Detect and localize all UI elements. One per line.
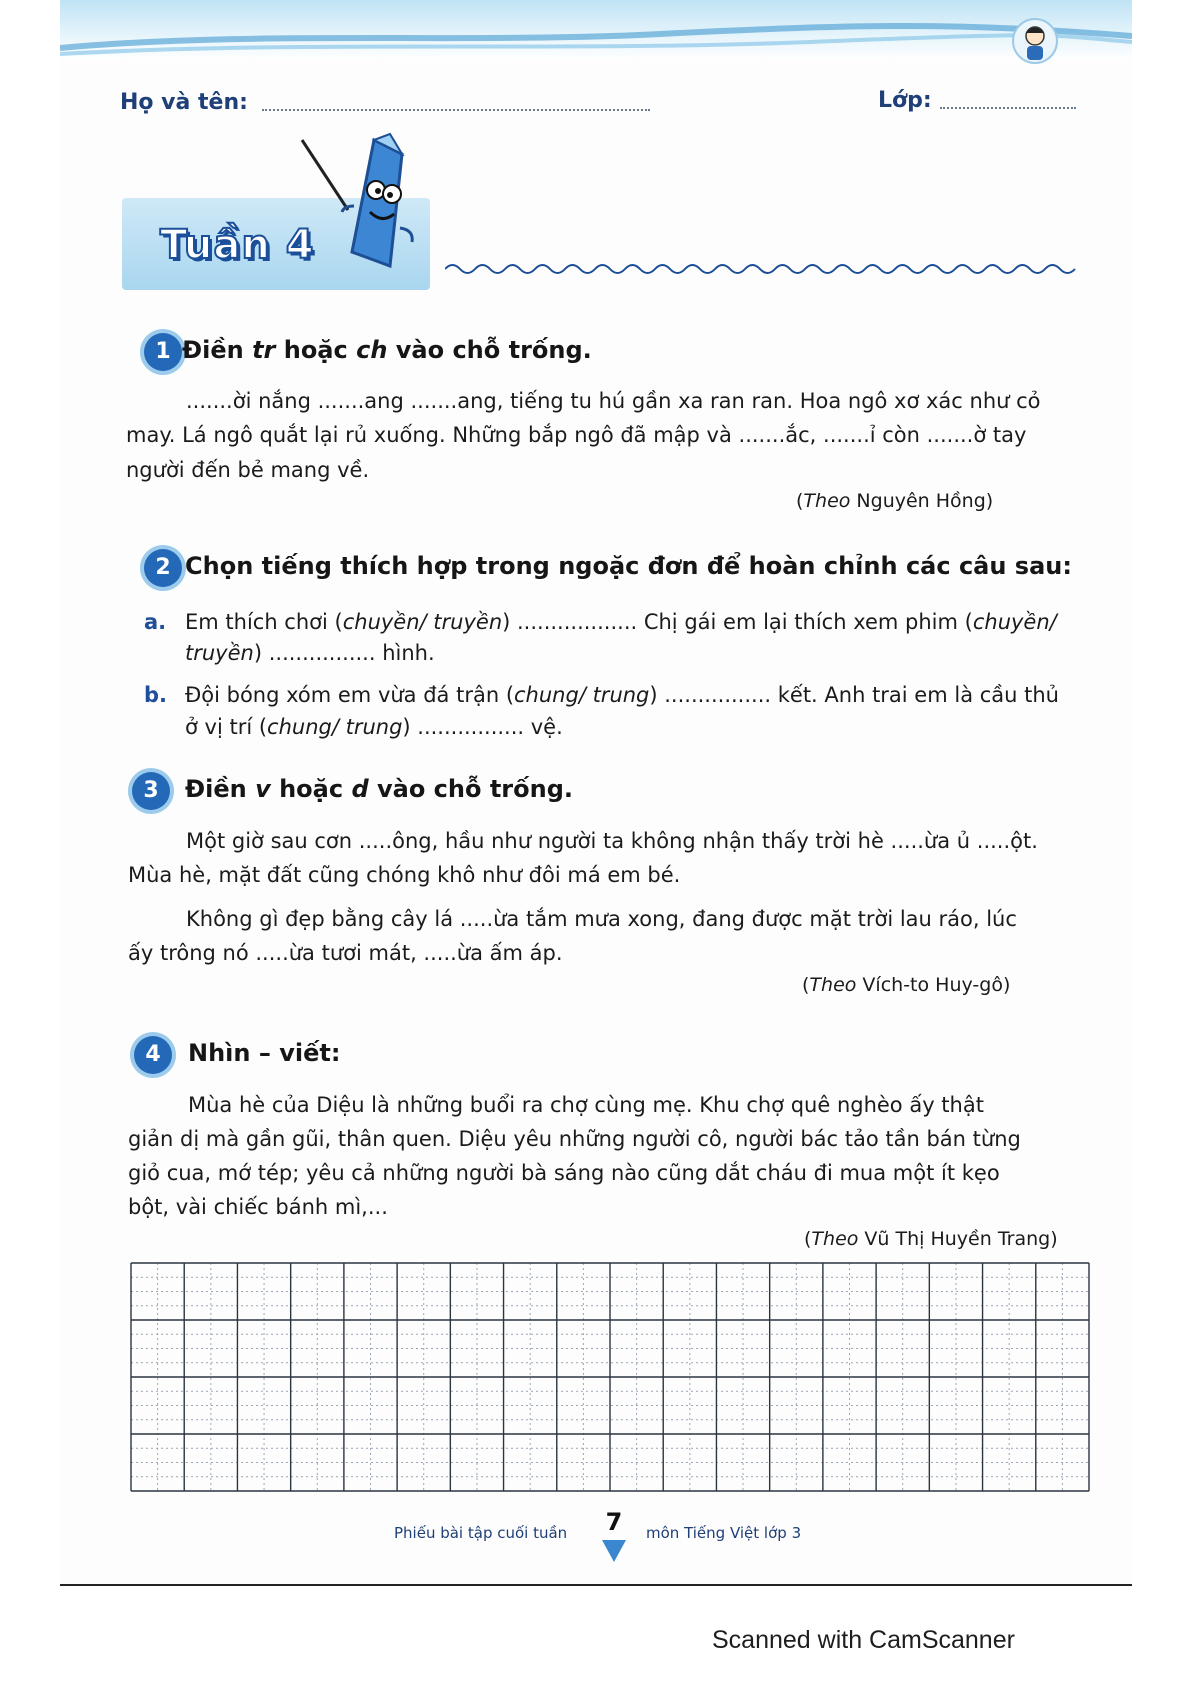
question-4-source: (Theo Vũ Thị Huyền Trang): [804, 1228, 1058, 1250]
week-title: Tuần 4: [160, 222, 315, 268]
question-3-p1-line-2: Mùa hè, mặt đất cũng chóng khô như đôi má em bé.: [128, 863, 681, 887]
question-2b-line-1: Đội bóng xóm em vừa đá trận (chung/ trung) ................ kết. Anh trai em là cầu thủ: [185, 683, 1059, 707]
question-2b-line-2: ở vị trí (chung/ trung) ................ vệ.: [185, 715, 563, 739]
question-3-p2-line-1: Không gì đẹp bằng cây lá .....ừa tắm mưa xong, đang được mặt trời lau ráo, lúc: [186, 907, 1017, 931]
pencil-mascot-icon: [290, 132, 430, 286]
question-1-title: Điền tr hoặc ch vào chỗ trống.: [182, 336, 592, 364]
question-1-line-3: người đến bẻ mang về.: [126, 458, 370, 482]
question-3-p1-line-1: Một giờ sau cơn .....ông, hầu như người ta không nhận thấy trời hè .....ừa ủ .....ột.: [186, 829, 1038, 853]
footer-left-text: Phiếu bài tập cuối tuần: [394, 1524, 568, 1542]
question-2a-line-1: Em thích chơi (chuyền/ truyền) .................. Chị gái em lại thích xem phim (chuyền/: [185, 610, 1057, 634]
class-label: Lớp:: [878, 88, 932, 113]
page-number: 7: [598, 1508, 630, 1560]
question-1-source: (Theo Nguyên Hồng): [796, 490, 994, 512]
question-4-line-1: Mùa hè của Diệu là những buổi ra chợ cùng mẹ. Khu chợ quê nghèo ấy thật: [188, 1093, 984, 1117]
question-2-title: Chọn tiếng thích hợp trong ngoặc đơn để hoàn chỉnh các câu sau:: [185, 552, 1072, 580]
question-3-title: Điền v hoặc d vào chỗ trống.: [185, 775, 573, 803]
wavy-divider: [445, 258, 1077, 284]
question-3-p2-line-2: ấy trông nó .....ừa tươi mát, .....ừa ấm áp.: [128, 941, 563, 965]
top-decorative-band: [60, 0, 1132, 60]
question-2b-label: b.: [144, 683, 168, 707]
name-field[interactable]: [262, 108, 650, 111]
pencil-tip-icon: [602, 1540, 626, 1562]
question-3-source: (Theo Vích-to Huy-gô): [802, 974, 1011, 996]
footer-divider: [60, 1584, 1132, 1586]
question-2-number: 2: [144, 549, 182, 587]
question-2a-line-2: truyền) ................ hình.: [185, 641, 435, 665]
class-field[interactable]: [940, 106, 1076, 109]
question-4-title: Nhìn – viết:: [188, 1039, 341, 1067]
question-4-number: 4: [134, 1036, 172, 1074]
question-2a-label: a.: [144, 610, 167, 634]
question-4-line-2: giản dị mà gần gũi, thân quen. Diệu yêu những người cô, người bác tảo tần bán từng: [128, 1127, 1021, 1151]
name-label: Họ và tên:: [120, 90, 248, 115]
camscanner-watermark: Scanned with CamScanner: [712, 1626, 1015, 1654]
question-4-line-3: giỏ cua, mớ tép; yêu cả những người bà sáng nào cũng dắt cháu đi mua một ít kẹo: [128, 1161, 1000, 1185]
writing-grid[interactable]: [130, 1262, 1090, 1496]
question-1-line-2: may. Lá ngô quắt lại rủ xuống. Những bắp ngô đã mập và .......ắc, .......ỉ còn .......ờ tay: [126, 423, 1027, 447]
question-4-line-4: bột, vài chiếc bánh mì,...: [128, 1195, 388, 1219]
question-1-line-1: .......ời nắng .......ang .......ang, tiếng tu hú gần xa ran ran. Hoa ngô xơ xác như cỏ: [186, 389, 1041, 413]
avatar-icon: [1012, 18, 1058, 64]
question-1-number: 1: [144, 333, 182, 371]
question-3-number: 3: [132, 772, 170, 810]
footer-right-text: môn Tiếng Việt lớp 3: [646, 1524, 802, 1542]
